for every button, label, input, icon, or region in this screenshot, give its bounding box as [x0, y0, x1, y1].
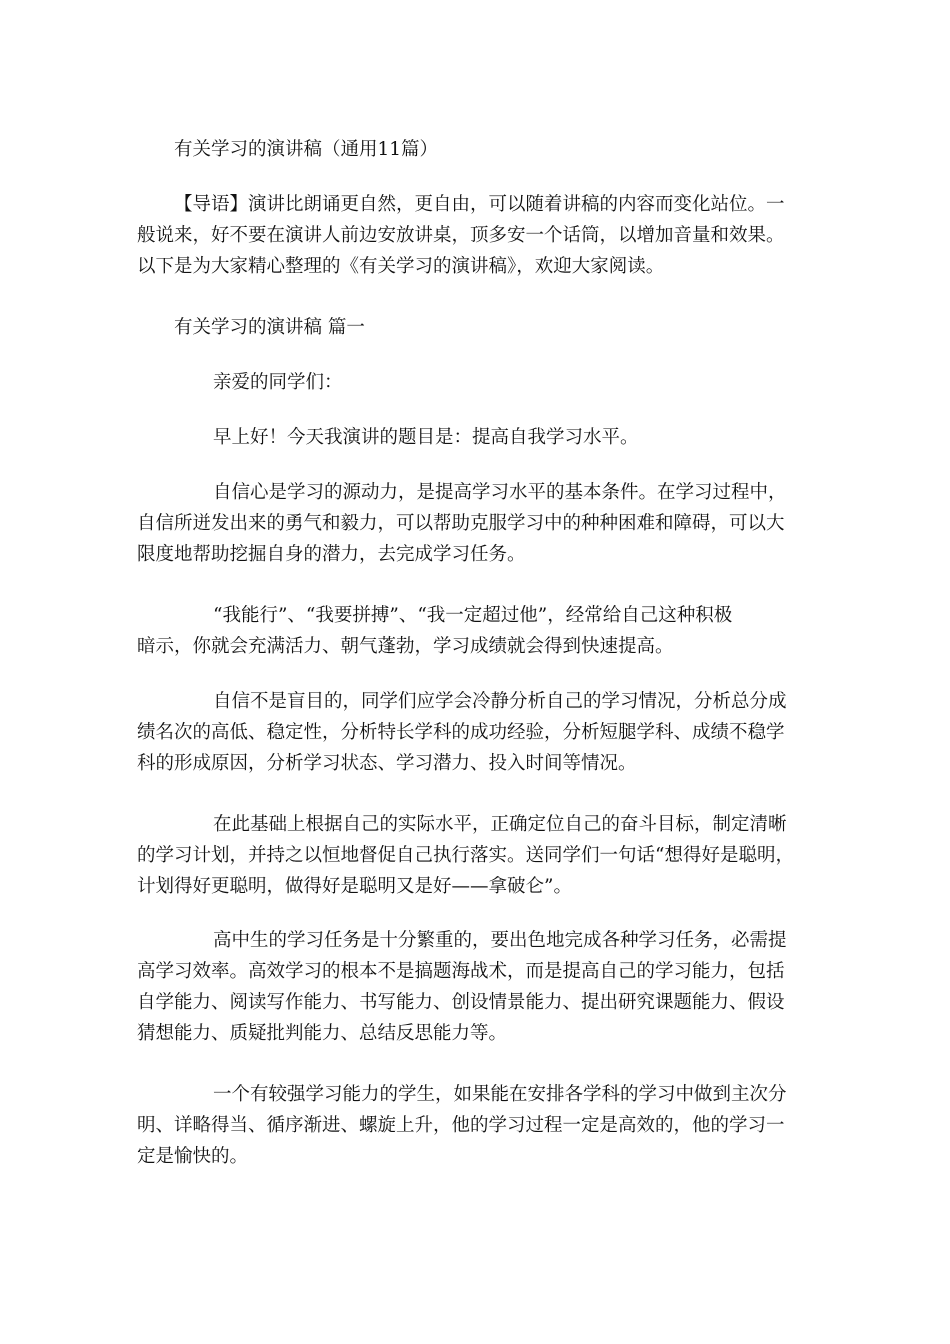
paragraph-line: 科的形成原因，分析学习状态、学习潜力、投入时间等情况。: [137, 753, 637, 774]
body-paragraph-1: [137, 477, 813, 570]
paragraph-line: 的学习计划，并持之以恒地督促自己执行落实。送同学们一句话“想得好是聪明，: [137, 845, 794, 866]
paragraph-line: 定是愉快的。: [137, 1146, 249, 1167]
paragraph-line: 在此基础上根据自己的实际水平，正确定位自己的奋斗目标，制定清晰: [213, 814, 787, 835]
paragraph-line: 自信心是学习的源动力，是提高学习水平的基本条件。在学习过程中，: [213, 482, 787, 503]
salutation: 亲爱的同学们：: [213, 372, 343, 393]
greeting: 早上好！今天我演讲的题目是：提高自我学习水平。: [213, 427, 639, 448]
paragraph-line: 一个有较强学习能力的学生，如果能在安排各学科的学习中做到主次分: [213, 1084, 787, 1105]
paragraph-line: 限度地帮助挖掘自身的潜力，去完成学习任务。: [137, 544, 526, 565]
body-paragraph-6: [137, 1079, 813, 1172]
paragraph-line: 计划得好更聪明，做得好是聪明又是好——拿破仑”。: [137, 876, 572, 897]
paragraph-line: 自学能力、阅读写作能力、书写能力、创设情景能力、提出研究课题能力、假设: [137, 992, 785, 1013]
paragraph-line: 暗示，你就会充满活力、朝气蓬勃，学习成绩就会得到快速提高。: [137, 636, 674, 657]
paragraph-line: “我能行”、“我要拼搏”、“我一定超过他”，经常给自己这种积极: [213, 605, 733, 626]
paragraph-line: 高中生的学习任务是十分繁重的，要出色地完成各种学习任务，必需提: [213, 930, 787, 951]
section-heading: 有关学习的演讲稿 篇一: [174, 317, 365, 338]
intro-paragraph: [137, 189, 813, 282]
paragraph-line: 自信所迸发出来的勇气和毅力，可以帮助克服学习中的种种困难和障碍，可以大: [137, 513, 785, 534]
intro-line: 般说来，好不要在演讲人前边安放讲桌，顶多安一个话筒，以增加音量和效果。: [137, 225, 785, 246]
body-paragraph-3: [137, 686, 813, 779]
intro-line: 【导语】演讲比朗诵更自然，更自由，可以随着讲稿的内容而变化站位。一: [174, 194, 785, 215]
paragraph-line: 猜想能力、质疑批判能力、总结反思能力等。: [137, 1023, 508, 1044]
paragraph-line: 绩名次的高低、稳定性，分析特长学科的成功经验，分析短腿学科、成绩不稳学: [137, 722, 785, 743]
paragraph-line: 自信不是盲目的，同学们应学会冷静分析自己的学习情况，分析总分成: [213, 691, 787, 712]
paragraph-line: 明、详略得当、循序渐进、螺旋上升，他的学习过程一定是高效的，他的学习一: [137, 1115, 785, 1136]
document-title: 有关学习的演讲稿（通用11篇）: [174, 139, 439, 160]
body-paragraph-4: [137, 809, 813, 902]
paragraph-line: 高学习效率。高效学习的根本不是搞题海战术，而是提高自己的学习能力，包括: [137, 961, 785, 982]
intro-line: 以下是为大家精心整理的《有关学习的演讲稿》，欢迎大家阅读。: [137, 256, 665, 277]
body-paragraph-5: [137, 925, 813, 1049]
body-paragraph-2: [137, 600, 813, 662]
